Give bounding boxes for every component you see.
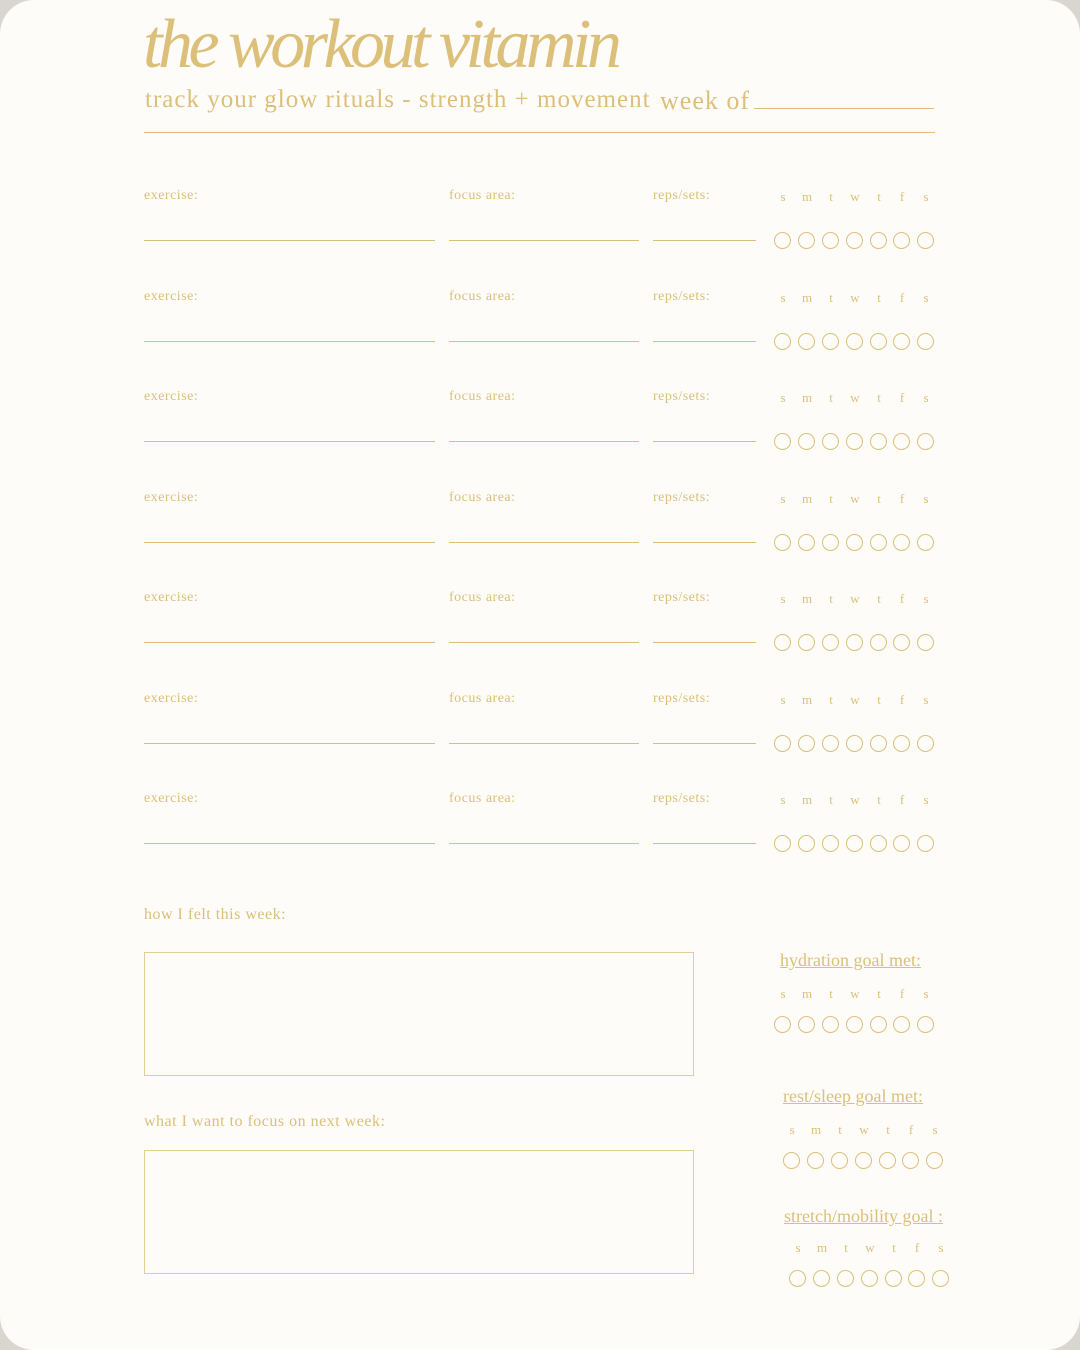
exercise-row-day-checkbox[interactable] [798,232,815,249]
reps-sets-input-line[interactable] [653,542,756,543]
reps-sets-label: reps/sets: [653,590,711,605]
goal-day-checkbox[interactable] [807,1152,824,1169]
exercise-row-day-label: s [923,189,929,204]
how-felt-label: how I felt this week: [144,906,287,923]
goal-day-checkbox[interactable] [861,1270,878,1287]
exercise-label: exercise: [144,791,199,806]
goal-day-checkbox[interactable] [846,1016,863,1033]
focus-area-input-line[interactable] [449,341,639,342]
focus-area-input-line[interactable] [449,642,639,643]
exercise-row-day-label: f [899,490,905,506]
week-of-line[interactable] [754,108,934,109]
goal-day-checkbox[interactable] [879,1152,896,1169]
exercise-row-day-label: t [877,591,881,606]
goal-day-label: s [932,1122,938,1137]
exercise-row [0,490,1080,570]
exercise-label: exercise: [144,489,199,505]
week-of-label: week of [660,86,751,115]
exercise-input-line[interactable] [144,843,435,844]
subtitle: track your glow rituals - strength + movement [145,86,651,113]
goal-day-checkbox[interactable] [774,1016,791,1033]
exercise-row-day-checkbox[interactable] [846,634,863,651]
exercise-row-day-label: t [877,490,881,506]
exercise-row-day-checkbox[interactable] [774,634,791,651]
next-week-focus-label: what I want to focus on next week: [144,1113,386,1130]
exercise-row-day-label: s [780,390,786,405]
exercise-row-day-label: f [899,390,905,405]
exercise-row-day-checkbox[interactable] [917,735,934,752]
focus-area-label: focus area: [449,188,516,203]
exercise-row-day-label: f [899,189,905,204]
goal-day-checkbox[interactable] [908,1270,925,1287]
exercise-label: exercise: [144,690,199,706]
goal-title: hydration goal met: [780,950,921,970]
exercise-row-day-label: w [850,591,860,606]
exercise-row-day-label: t [829,289,833,305]
goal-day-checkbox[interactable] [798,1016,815,1033]
goal-day-label: t [844,1240,848,1255]
exercise-row-day-checkbox[interactable] [893,835,910,852]
focus-area-input-line[interactable] [449,240,639,241]
goal-title: stretch/mobility goal : [784,1206,943,1226]
focus-area-label: focus area: [449,489,516,505]
exercise-row-day-label: s [780,490,786,506]
goal-day-label: t [877,986,881,1001]
exercise-row-day-checkbox[interactable] [917,534,934,551]
exercise-row-day-label: t [877,691,881,707]
goal-day-label: t [829,986,833,1001]
exercise-row-day-label: w [850,189,860,204]
goal-day-checkbox[interactable] [926,1152,943,1169]
exercise-row-day-label: s [923,289,929,305]
exercise-row-day-checkbox[interactable] [846,333,863,350]
exercise-row-day-checkbox[interactable] [870,232,887,249]
goal-day-checkbox[interactable] [783,1152,800,1169]
exercise-row-day-checkbox[interactable] [798,835,815,852]
goal-day-label: t [838,1122,842,1137]
goal-day-label: s [789,1122,795,1137]
reps-sets-label: reps/sets: [653,690,711,706]
reps-sets-label: reps/sets: [653,188,711,203]
reps-sets-label: reps/sets: [653,489,711,505]
exercise-row-day-label: w [850,490,860,506]
exercise-row-day-label: s [923,591,929,606]
exercise-row-day-checkbox[interactable] [822,835,839,852]
exercise-row-day-checkbox[interactable] [798,735,815,752]
reps-sets-input-line[interactable] [653,743,756,744]
exercise-row-day-label: t [877,792,881,807]
goal-day-label: f [914,1240,920,1255]
exercise-row-day-checkbox[interactable] [798,433,815,450]
exercise-row-day-label: m [801,189,813,204]
focus-area-input-line[interactable] [449,843,639,844]
exercise-row-day-checkbox[interactable] [893,534,910,551]
reps-sets-label: reps/sets: [653,389,711,404]
exercise-row-day-checkbox[interactable] [822,433,839,450]
exercise-row-day-checkbox[interactable] [917,634,934,651]
exercise-row-day-checkbox[interactable] [774,333,791,350]
exercise-row [0,691,1080,771]
goal-day-checkbox[interactable] [902,1152,919,1169]
goal-day-label: t [892,1240,896,1255]
exercise-row-day-label: t [829,189,833,204]
goal-day-label: s [923,986,929,1001]
exercise-row-day-checkbox[interactable] [798,634,815,651]
exercise-row-day-label: f [899,792,905,807]
exercise-row-day-checkbox[interactable] [798,333,815,350]
header-divider [144,132,935,133]
exercise-row-day-label: t [877,189,881,204]
goal-day-label: f [899,986,905,1001]
exercise-label: exercise: [144,188,199,203]
exercise-row-day-label: m [801,490,813,506]
focus-area-label: focus area: [449,690,516,706]
goal-day-checkbox[interactable] [789,1270,806,1287]
exercise-row-day-label: m [801,691,813,707]
exercise-row-day-checkbox[interactable] [893,232,910,249]
next-week-focus-box[interactable] [144,1150,694,1274]
exercise-row-day-label: w [850,691,860,707]
exercise-row-day-checkbox[interactable] [846,735,863,752]
exercise-row [0,389,1080,469]
exercise-input-line[interactable] [144,642,435,643]
exercise-row-day-label: f [899,289,905,305]
exercise-row-day-checkbox[interactable] [893,333,910,350]
goal-day-label: f [908,1122,914,1137]
focus-area-input-line[interactable] [449,743,639,744]
exercise-row-day-label: s [780,189,786,204]
reps-sets-input-line[interactable] [653,843,756,844]
focus-area-label: focus area: [449,389,516,404]
exercise-row-day-checkbox[interactable] [893,634,910,651]
goal-day-checkbox[interactable] [893,1016,910,1033]
exercise-row-day-checkbox[interactable] [917,232,934,249]
exercise-label: exercise: [144,590,199,605]
exercise-row-day-checkbox[interactable] [846,433,863,450]
exercise-row-day-checkbox[interactable] [917,835,934,852]
reps-sets-input-line[interactable] [653,341,756,342]
reps-sets-input-line[interactable] [653,642,756,643]
exercise-row-day-checkbox[interactable] [774,534,791,551]
goal-day-checkbox[interactable] [870,1016,887,1033]
exercise-row-day-label: s [923,691,929,707]
goal-day-label: s [795,1240,801,1255]
exercise-row-day-checkbox[interactable] [917,433,934,450]
exercise-row-day-label: f [899,691,905,707]
exercise-row [0,590,1080,670]
reps-sets-input-line[interactable] [653,240,756,241]
exercise-row-day-checkbox[interactable] [893,735,910,752]
exercise-row [0,791,1080,871]
exercise-row-day-checkbox[interactable] [893,433,910,450]
exercise-label: exercise: [144,288,199,304]
exercise-row-day-label: s [923,490,929,506]
brand-title: the workout vitamin [143,6,618,83]
goal-day-checkbox[interactable] [813,1270,830,1287]
exercise-row-day-checkbox[interactable] [870,433,887,450]
focus-area-label: focus area: [449,590,516,605]
exercise-row-day-checkbox[interactable] [774,735,791,752]
exercise-row-day-label: t [829,591,833,606]
goal-day-checkbox[interactable] [917,1016,934,1033]
focus-area-input-line[interactable] [449,441,639,442]
exercise-row-day-label: t [877,289,881,305]
goal-day-checkbox[interactable] [855,1152,872,1169]
exercise-row-day-label: s [923,792,929,807]
goal-day-label: s [938,1240,944,1255]
goal-day-checkbox[interactable] [885,1270,902,1287]
exercise-row-day-label: t [877,390,881,405]
exercise-row-day-checkbox[interactable] [846,534,863,551]
exercise-row-day-label: m [801,792,813,807]
goal-day-label: m [801,986,813,1001]
goal-day-label: s [780,986,786,1001]
exercise-input-line[interactable] [144,341,435,342]
exercise-row-day-label: w [850,289,860,305]
exercise-row-day-label: s [780,591,786,606]
exercise-input-line[interactable] [144,240,435,241]
exercise-row-day-checkbox[interactable] [846,835,863,852]
exercise-row-day-checkbox[interactable] [822,232,839,249]
exercise-row-day-checkbox[interactable] [870,835,887,852]
exercise-input-line[interactable] [144,743,435,744]
exercise-row-day-checkbox[interactable] [774,433,791,450]
exercise-row-day-checkbox[interactable] [870,534,887,551]
reps-sets-label: reps/sets: [653,288,711,304]
how-felt-box[interactable] [144,952,694,1076]
exercise-row-day-label: t [829,792,833,807]
exercise-label: exercise: [144,389,199,404]
exercise-row-day-label: m [801,591,813,606]
exercise-row-day-label: f [899,591,905,606]
exercise-row-day-label: m [801,289,813,305]
exercise-row-day-checkbox[interactable] [870,735,887,752]
exercise-input-line[interactable] [144,441,435,442]
goal-day-label: w [859,1122,869,1137]
focus-area-input-line[interactable] [449,542,639,543]
goal-day-label: m [810,1122,822,1137]
exercise-row-day-checkbox[interactable] [822,735,839,752]
exercise-input-line[interactable] [144,542,435,543]
reps-sets-input-line[interactable] [653,441,756,442]
goal-day-checkbox[interactable] [831,1152,848,1169]
exercise-row [0,289,1080,369]
reps-sets-label: reps/sets: [653,791,711,806]
goal-day-label: w [865,1240,875,1255]
exercise-row-day-checkbox[interactable] [870,333,887,350]
goal-day-checkbox[interactable] [837,1270,854,1287]
exercise-row-day-checkbox[interactable] [822,634,839,651]
exercise-row-day-label: s [923,390,929,405]
exercise-row-day-checkbox[interactable] [774,835,791,852]
exercise-row-day-checkbox[interactable] [870,634,887,651]
exercise-row-day-label: w [850,792,860,807]
focus-area-label: focus area: [449,288,516,304]
goal-day-label: t [886,1122,890,1137]
goal-day-checkbox[interactable] [932,1270,949,1287]
exercise-row-day-label: t [829,490,833,506]
exercise-row-day-checkbox[interactable] [917,333,934,350]
exercise-row-day-label: s [780,691,786,707]
exercise-row-day-label: t [829,691,833,707]
exercise-row-day-checkbox[interactable] [822,333,839,350]
goal-day-label: m [816,1240,828,1255]
goal-title: rest/sleep goal met: [783,1086,923,1106]
exercise-row-day-label: m [801,390,813,405]
exercise-row-day-checkbox[interactable] [846,232,863,249]
exercise-row-day-label: s [780,289,786,305]
exercise-row-day-checkbox[interactable] [798,534,815,551]
exercise-row [0,188,1080,268]
exercise-row-day-label: t [829,390,833,405]
exercise-row-day-label: s [780,792,786,807]
exercise-row-day-label: w [850,390,860,405]
goal-day-checkbox[interactable] [822,1016,839,1033]
focus-area-label: focus area: [449,791,516,806]
goal-day-label: w [850,986,860,1001]
exercise-row-day-checkbox[interactable] [822,534,839,551]
exercise-row-day-checkbox[interactable] [774,232,791,249]
